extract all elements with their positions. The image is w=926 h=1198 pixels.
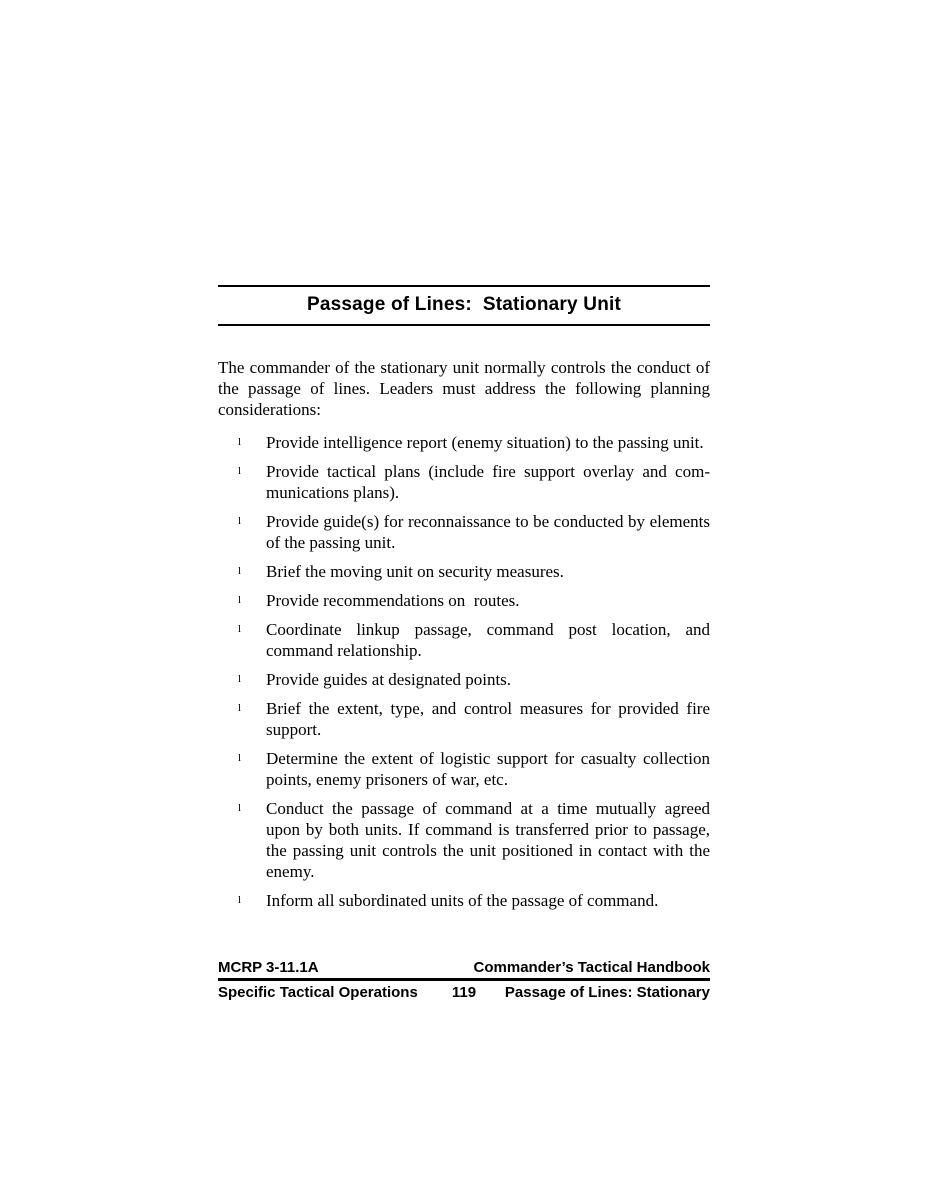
bullet-icon: l (238, 894, 242, 906)
considerations-list (218, 432, 710, 911)
footer-page-number: 119 (451, 984, 477, 1001)
page-footer (218, 960, 710, 1000)
list-item (218, 748, 710, 790)
list-item-text: Brief the extent, type, and control measures for provided fire support. (266, 699, 710, 739)
list-item-text: Provide intelligence report (enemy situation) to the passing unit. (266, 433, 704, 452)
list-item (218, 619, 710, 661)
list-item (218, 561, 710, 582)
bullet-icon: l (238, 623, 242, 635)
bullet-icon: l (238, 702, 242, 714)
list-item-text: Provide recommendations on routes. (266, 591, 520, 610)
list-item-text: Provide guide(s) for reconnaissance to be conducted by elements of the passing unit. (266, 512, 710, 552)
title-rule-bottom (218, 324, 710, 326)
bullet-icon: l (238, 594, 242, 606)
list-item (218, 798, 710, 882)
list-item-text: Determine the extent of logistic support for casualty collection points, enemy prisoners of war, etc. (266, 749, 710, 789)
list-item (218, 698, 710, 740)
bullet-icon: l (238, 565, 242, 577)
bullet-icon: l (238, 802, 242, 814)
list-item (218, 590, 710, 611)
footer-doc-number: MCRP 3-11.1A (218, 959, 319, 976)
bullet-icon: l (238, 673, 242, 685)
bullet-icon: l (238, 752, 242, 764)
list-item (218, 669, 710, 690)
list-item (218, 461, 710, 503)
list-item-text: Provide guides at designated points. (266, 670, 512, 689)
page-title: Passage of Lines: Stationary Unit (306, 294, 622, 315)
bullet-icon: l (238, 515, 242, 527)
footer-section: Specific Tactical Operations (218, 984, 418, 1001)
list-item-text: Provide tactical plans (include fire support overlay and communications plans). (266, 462, 710, 502)
bullet-icon: l (238, 436, 242, 448)
list-item (218, 432, 710, 453)
list-item (218, 890, 710, 911)
footer-section-row (218, 985, 710, 1000)
list-item-text: Coordinate linkup passage, command post location, and command relationship. (266, 620, 710, 660)
list-item (218, 511, 710, 553)
list-item-text: Brief the moving unit on security measures. (266, 562, 564, 581)
list-item-text: Inform all subordinated units of the passage of command. (266, 891, 659, 910)
intro-paragraph: The commander of the stationary unit normally controls the conduct of the passage of lines. Leaders must address the following planning considerations: (218, 358, 710, 419)
footer-header-row (218, 960, 710, 981)
bullet-icon: l (238, 465, 242, 477)
footer-chapter: Passage of Lines: Stationary (504, 984, 710, 1001)
content-column (218, 285, 710, 919)
list-item-text: Conduct the passage of command at a time mutually agreed upon by both units. If command is transferred prior to passage, the passing unit controls the unit positioned in contact with the enemy. (266, 799, 710, 881)
footer-doc-title: Commander’s Tactical Handbook (473, 959, 710, 976)
